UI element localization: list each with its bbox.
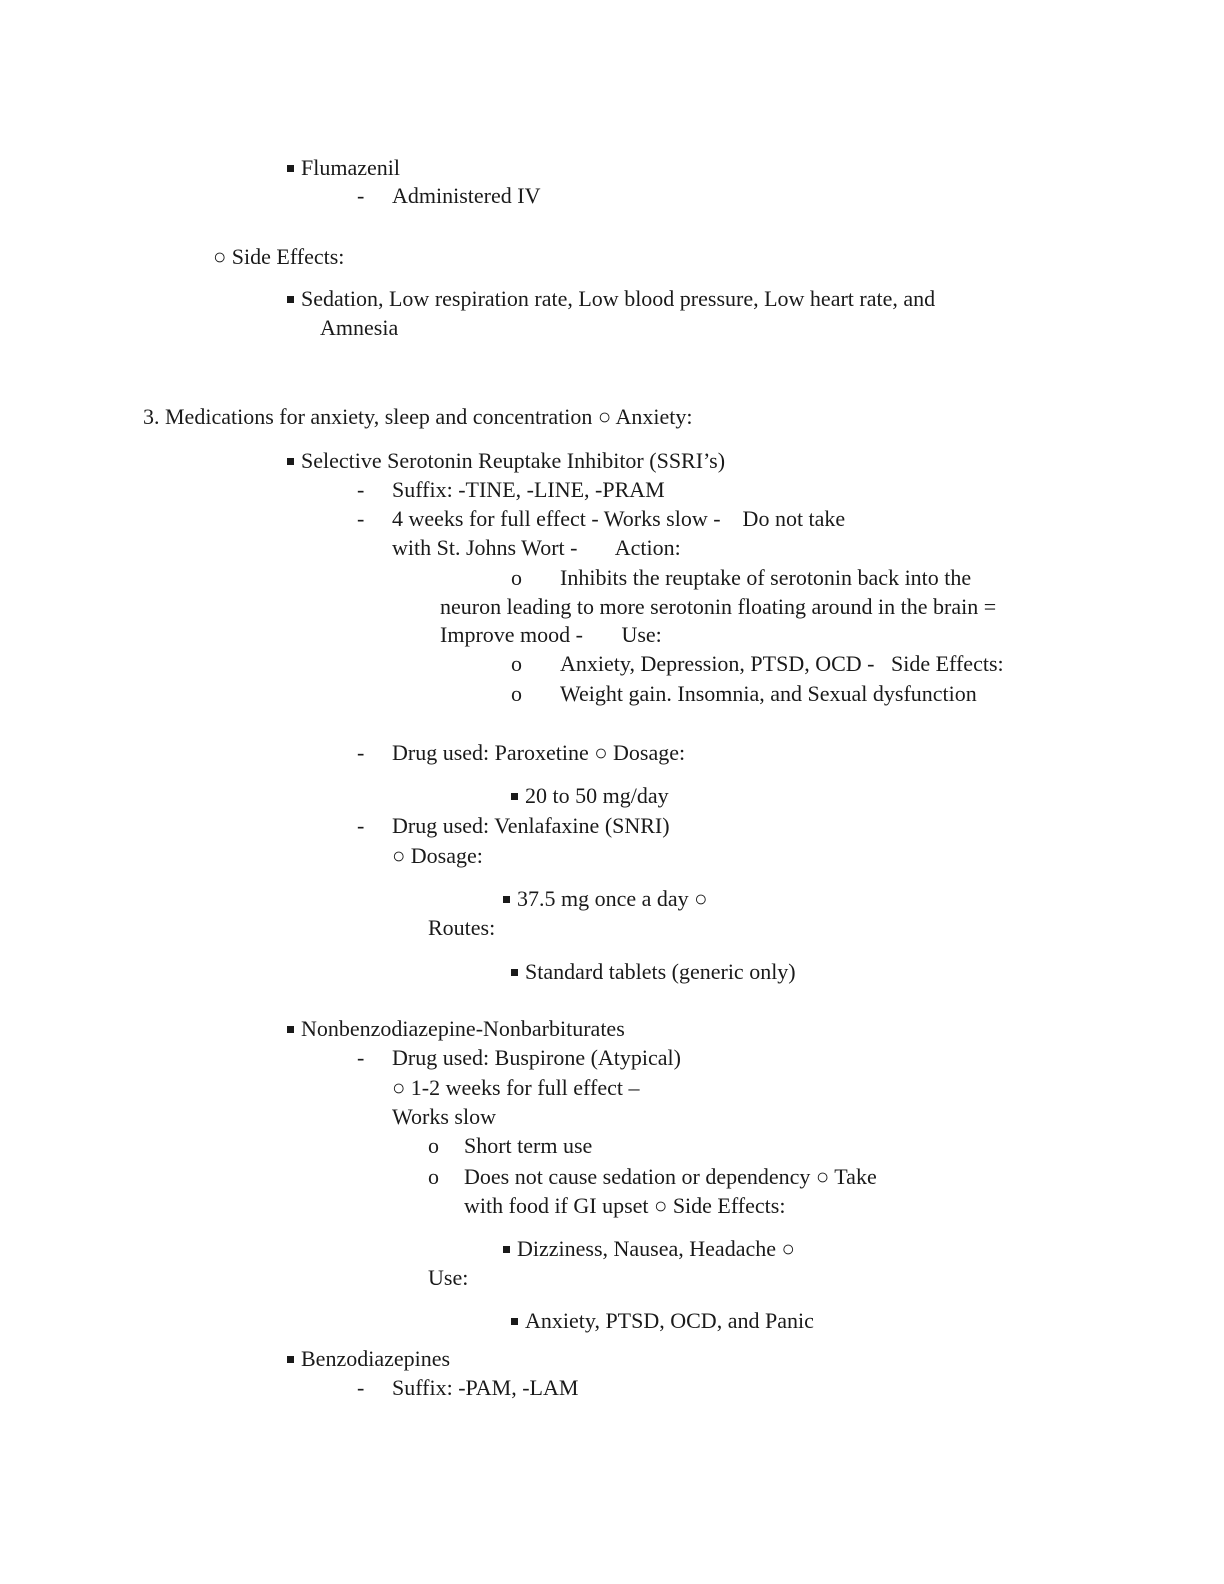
circle-marker: o xyxy=(511,681,522,706)
text-line: Administered IV xyxy=(392,183,541,208)
text-line: with St. Johns Wort - Action: xyxy=(392,535,681,560)
circle-marker: o xyxy=(428,1164,439,1189)
text-line: Short term use xyxy=(464,1133,593,1158)
list-item xyxy=(287,450,725,472)
circle-marker: o xyxy=(428,1133,439,1158)
section-heading: 3. Medications for anxiety, sleep and concentration ○ Anxiety: xyxy=(143,404,693,429)
square-bullet-icon xyxy=(503,1246,510,1253)
dash-marker: - xyxy=(357,813,365,838)
square-bullet-icon xyxy=(511,969,518,976)
text-line: ○ 1-2 weeks for full effect – xyxy=(392,1075,640,1100)
dash-marker: - xyxy=(357,506,365,531)
text-line: 20 to 50 mg/day xyxy=(525,783,669,808)
dash-marker: - xyxy=(357,1045,365,1070)
text-line: with food if GI upset ○ Side Effects: xyxy=(464,1193,786,1218)
text-line: Amnesia xyxy=(320,315,399,340)
circle-marker: o xyxy=(511,565,522,590)
dash-marker: - xyxy=(357,1375,365,1400)
square-bullet-icon xyxy=(287,1026,294,1033)
text-line: Benzodiazepines xyxy=(301,1346,451,1371)
text-line: Drug used: Buspirone (Atypical) xyxy=(392,1045,681,1070)
list-item xyxy=(503,888,707,910)
text-line: Drug used: Paroxetine ○ Dosage: xyxy=(392,740,686,765)
square-bullet-icon xyxy=(511,793,518,800)
list-item xyxy=(503,1238,795,1260)
text-line: ○ Dosage: xyxy=(392,843,483,868)
text-line: Flumazenil xyxy=(301,155,400,180)
dash-marker: - xyxy=(357,183,365,208)
text-line: Anxiety, PTSD, OCD, and Panic xyxy=(525,1308,814,1333)
square-bullet-icon xyxy=(287,1356,294,1363)
square-bullet-icon xyxy=(503,896,510,903)
text-line: Suffix: -PAM, -LAM xyxy=(392,1375,579,1400)
text-line: Weight gain. Insomnia, and Sexual dysfunction xyxy=(560,681,977,706)
text-line: Anxiety, Depression, PTSD, OCD - Side Effects: xyxy=(560,651,1004,676)
text-line: 4 weeks for full effect - Works slow - Do not take xyxy=(392,506,846,531)
list-item xyxy=(287,288,935,310)
square-bullet-icon xyxy=(287,165,294,172)
list-item xyxy=(287,1018,625,1040)
text-line: Drug used: Venlafaxine (SNRI) xyxy=(392,813,670,838)
list-item xyxy=(287,157,400,179)
square-bullet-icon xyxy=(511,1318,518,1325)
dash-marker: - xyxy=(357,740,365,765)
circle-marker: o xyxy=(511,651,522,676)
text-line: Dizziness, Nausea, Headache ○ xyxy=(517,1236,795,1261)
text-line: Inhibits the reuptake of serotonin back into the xyxy=(560,565,972,590)
text-line: Use: xyxy=(428,1265,469,1290)
text-line: neuron leading to more serotonin floating around in the brain = xyxy=(440,594,997,619)
square-bullet-icon xyxy=(287,296,294,303)
square-bullet-icon xyxy=(287,458,294,465)
text-line: Routes: xyxy=(428,915,496,940)
text-line: Selective Serotonin Reuptake Inhibitor (SSRI’s) xyxy=(301,448,726,473)
text-line: Nonbenzodiazepine-Nonbarbiturates xyxy=(301,1016,625,1041)
text-line: Standard tablets (generic only) xyxy=(525,959,796,984)
text-line: Improve mood - Use: xyxy=(440,622,662,647)
dash-marker: - xyxy=(357,477,365,502)
text-line: Suffix: -TINE, -LINE, -PRAM xyxy=(392,477,665,502)
list-item xyxy=(511,961,796,983)
text-line: Works slow xyxy=(392,1104,496,1129)
text-line: Does not cause sedation or dependency ○ Take xyxy=(464,1164,877,1189)
list-item xyxy=(511,1310,814,1332)
list-item xyxy=(511,785,669,807)
text-line: 37.5 mg once a day ○ xyxy=(517,886,708,911)
section-heading: ○ Side Effects: xyxy=(213,244,345,269)
list-item xyxy=(287,1348,450,1370)
text-line: Sedation, Low respiration rate, Low blood pressure, Low heart rate, and xyxy=(301,286,936,311)
